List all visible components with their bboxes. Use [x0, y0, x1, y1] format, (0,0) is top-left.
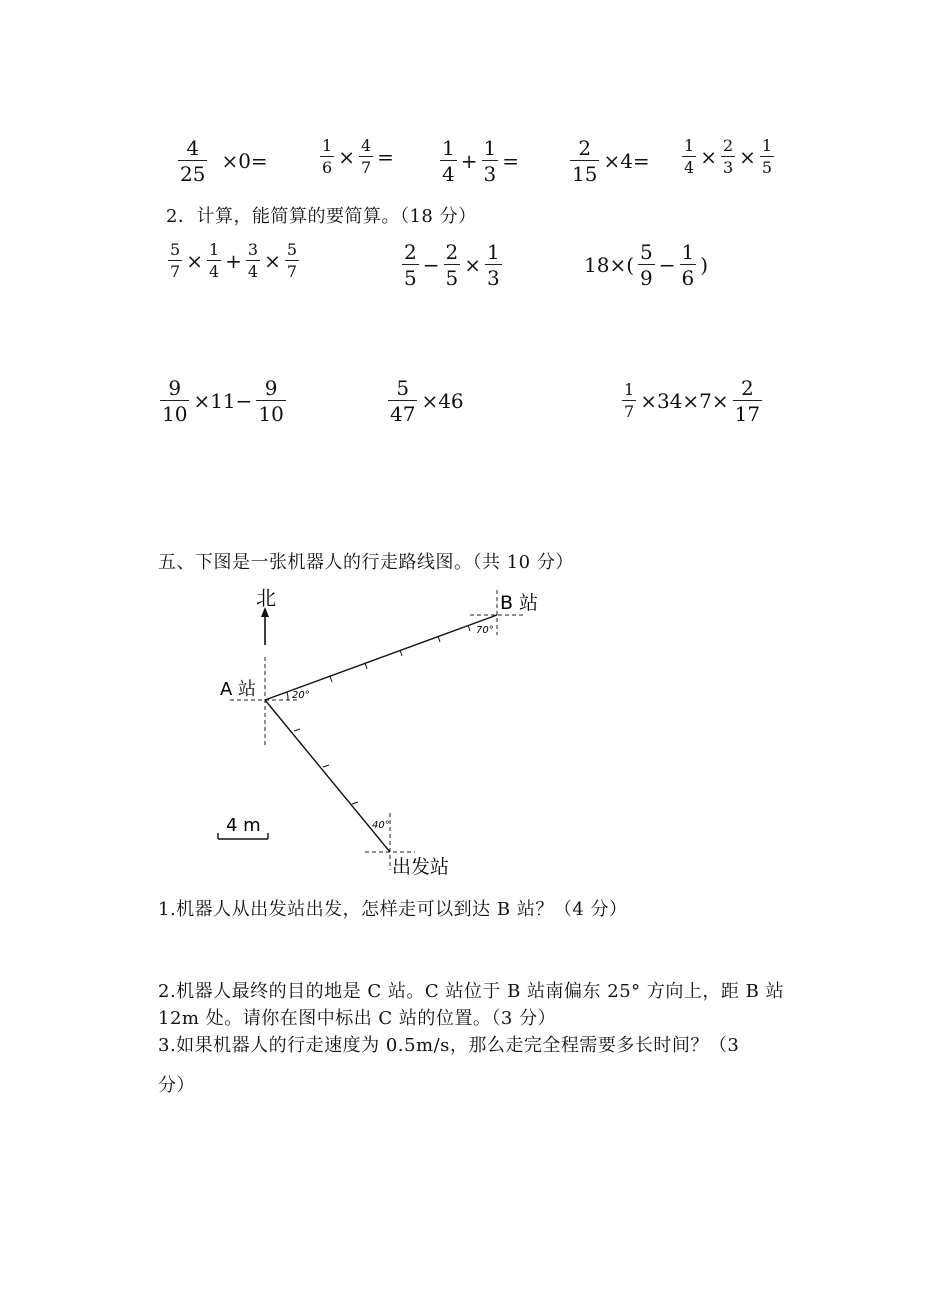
- numerator: 1: [487, 240, 500, 264]
- station-b-label: B 站: [500, 592, 539, 614]
- question-2-line-1: 2.机器人最终的目的地是 C 站。C 站位于 B 站南偏东 25° 方向上，距 B 站: [158, 981, 785, 1002]
- expr-r3-2: [386, 378, 466, 424]
- operator-text: ×46: [421, 389, 464, 413]
- numerator: 1: [208, 240, 220, 259]
- numerator: 4: [186, 136, 200, 160]
- angle-a-label: 20°: [292, 690, 310, 701]
- angle-arc-a: [287, 692, 288, 700]
- numerator: 5: [170, 240, 181, 259]
- operator: −: [658, 253, 676, 277]
- question-3-line-1: 3.如果机器人的行走速度为 0.5m/s，那么走完全程需要多长时间？（3: [158, 1035, 740, 1056]
- denominator: 4: [684, 158, 695, 177]
- numerator: 5: [396, 376, 410, 400]
- expr-r2-3: [582, 242, 710, 288]
- operator: ×: [739, 145, 756, 169]
- operator: =: [377, 145, 394, 169]
- denominator: 7: [624, 402, 635, 421]
- numerator: 1: [681, 240, 695, 264]
- denominator: 25: [180, 162, 206, 186]
- operator: +: [225, 249, 242, 273]
- expr-r1-2: [318, 138, 396, 176]
- denominator: 47: [390, 402, 416, 426]
- operator: ×: [186, 249, 203, 273]
- numerator: 9: [168, 376, 182, 400]
- denominator: 15: [572, 162, 598, 186]
- operator-text: ×0=: [221, 149, 268, 173]
- operator: ×: [464, 253, 481, 277]
- numerator: 5: [286, 240, 298, 259]
- denominator: 7: [286, 262, 298, 281]
- operator: +: [460, 149, 478, 173]
- angle-b-label: 70°: [476, 625, 494, 636]
- denominator: 4: [247, 262, 259, 281]
- north-label: 北: [256, 586, 276, 610]
- denominator: 5: [445, 266, 459, 290]
- denominator: 6: [322, 158, 333, 177]
- scale-tick: [294, 729, 300, 731]
- expr-r1-1: [176, 138, 270, 184]
- denominator: 9: [640, 266, 653, 290]
- numerator: 2: [445, 240, 459, 264]
- numerator: 5: [640, 240, 653, 264]
- denominator: 4: [208, 262, 220, 281]
- numerator: 1: [624, 380, 635, 399]
- numerator: 1: [322, 136, 333, 155]
- denominator: 17: [734, 402, 761, 426]
- operator-text: ): [700, 253, 709, 277]
- numerator: 2: [404, 240, 417, 264]
- numerator: 9: [264, 376, 278, 400]
- section-5-heading: 五、下图是一张机器人的行走路线图。（共 10 分）: [158, 552, 574, 573]
- operator-text: ×11−: [193, 389, 253, 413]
- numerator: 4: [360, 136, 372, 155]
- question-1: 1.机器人从出发站出发，怎样走可以到达 B 站？（4 分）: [158, 899, 628, 920]
- denominator: 7: [170, 262, 181, 281]
- route-a-to-b: [265, 615, 497, 700]
- numerator: 1: [684, 136, 695, 155]
- expr-r3-3: [620, 378, 764, 424]
- scale-label: 4 m: [226, 815, 261, 836]
- operator: ×: [264, 249, 281, 273]
- operator-text: 18×(: [584, 253, 635, 277]
- angle-start-label: 40°: [372, 820, 390, 831]
- operator-text: ×34×7×: [640, 389, 729, 413]
- scale-tick: [365, 663, 367, 669]
- denominator: 3: [483, 162, 497, 186]
- numerator: 3: [247, 240, 259, 259]
- expr-r3-1: [158, 378, 288, 424]
- question-2-heading: 2．计算，能简算的要简算。（18 分）: [166, 206, 477, 227]
- station-a-label: A 站: [220, 679, 257, 700]
- numerator: 1: [483, 136, 497, 160]
- numerator: 1: [442, 136, 455, 160]
- question-2-line-2: 12m 处。请你在图中标出 C 站的位置。（3 分）: [158, 1008, 557, 1029]
- denominator: 7: [360, 158, 372, 177]
- numerator: 2: [741, 376, 754, 400]
- robot-route-diagram: [200, 585, 560, 885]
- numerator: 2: [722, 136, 734, 155]
- start-station-label: 出发站: [392, 856, 450, 878]
- denominator: 3: [722, 158, 734, 177]
- scale-tick: [352, 802, 358, 804]
- operator: ×: [700, 145, 717, 169]
- question-3-line-2: 分）: [158, 1075, 195, 1096]
- expr-r1-5: [680, 138, 776, 176]
- operator: =: [502, 149, 519, 173]
- denominator: 4: [442, 162, 455, 186]
- denominator: 5: [404, 266, 417, 290]
- expr-r2-1: [166, 242, 301, 280]
- expr-r1-4: [568, 138, 652, 184]
- denominator: 3: [487, 266, 500, 290]
- expr-r1-3: [438, 138, 521, 184]
- operator-text: ×4=: [603, 149, 650, 173]
- expr-r2-2: [400, 242, 504, 288]
- denominator: 10: [162, 402, 188, 426]
- scale-tick: [323, 765, 329, 767]
- denominator: 6: [681, 266, 695, 290]
- scale-tick: [330, 676, 332, 682]
- denominator: 5: [761, 158, 773, 177]
- numerator: 1: [761, 136, 773, 155]
- operator: −: [422, 253, 440, 277]
- denominator: 10: [258, 402, 284, 426]
- numerator: 2: [578, 136, 592, 160]
- operator: ×: [338, 145, 355, 169]
